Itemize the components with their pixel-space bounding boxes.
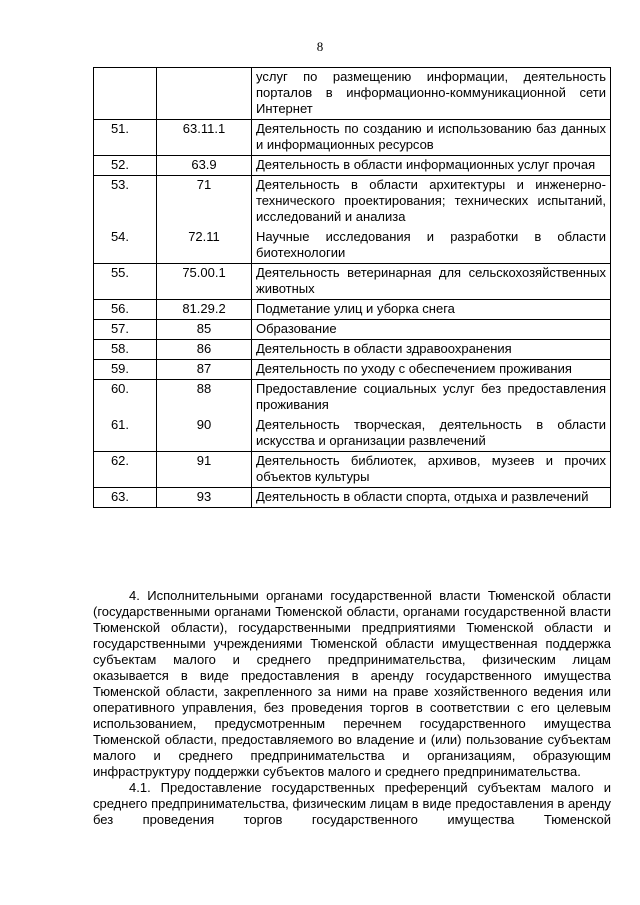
row-number: 53. (110, 177, 130, 192)
activity-description: услуг по размещению информации, деятельность порталов в информационно-коммуникационной сети Интернет (252, 68, 611, 120)
row-number: 52. (94, 156, 157, 176)
activity-code: 87 (157, 360, 252, 380)
row-number (94, 68, 157, 120)
row-number: 63. (94, 488, 157, 508)
activity-description: Деятельность по уходу с обеспечением проживания (252, 360, 611, 380)
activity-description: Научные исследования и разработки в области биотехнологии (256, 229, 606, 260)
document-body (93, 588, 611, 828)
page-number: 8 (316, 39, 324, 54)
activity-code: 90 (196, 417, 212, 432)
activity-code: 88 (196, 381, 212, 396)
table-row-group (94, 380, 611, 452)
table-row (94, 488, 611, 508)
activity-description: Деятельность в области информационных услуг прочая (252, 156, 611, 176)
row-number: 60. (110, 381, 130, 396)
activity-code: 71 (196, 177, 212, 192)
table-row (94, 360, 611, 380)
activity-code: 91 (157, 452, 252, 488)
activity-description: Подметание улиц и уборка снега (252, 300, 611, 320)
table-row (94, 156, 611, 176)
activity-code: 72.11 (188, 229, 220, 244)
activity-description: Деятельность в области спорта, отдыха и развлечений (252, 488, 611, 508)
row-number: 58. (94, 340, 157, 360)
table-row (94, 120, 611, 156)
activity-description: Образование (252, 320, 611, 340)
row-number: 56. (94, 300, 157, 320)
activity-description: Предоставление социальных услуг без предоставления проживания (256, 381, 606, 412)
activity-code: 63.9 (157, 156, 252, 176)
activity-code: 93 (157, 488, 252, 508)
row-number: 55. (94, 264, 157, 300)
activity-code: 75.00.1 (157, 264, 252, 300)
row-number: 51. (94, 120, 157, 156)
row-number: 61. (110, 417, 130, 432)
activity-code: 86 (157, 340, 252, 360)
activity-code (157, 68, 252, 120)
activity-code: 81.29.2 (157, 300, 252, 320)
activity-description: Деятельность по созданию и использованию баз данных и информационных ресурсов (252, 120, 611, 156)
activity-description: Деятельность в области архитектуры и инженерно-технического проектирования; технических испытаний, исследований и анализа (256, 177, 606, 224)
activity-description: Деятельность творческая, деятельность в области искусства и организации развлечений (256, 417, 606, 448)
row-number: 57. (94, 320, 157, 340)
table-row (94, 300, 611, 320)
activity-description: Деятельность в области здравоохранения (252, 340, 611, 360)
paragraph-4: 4. Исполнительными органами государственной власти Тюменской области (государственными органами Тюменской области, органами государственной власти Тюменской области), государственными предприятиями Тюменской области и государственными учреждениями Тюменской области имущественная поддержка субъектам малого и среднего предпринимательства, физическим лицам оказывается в виде предоставления в аренду государственного имущества Тюменской области, закрепленного за ними на праве хозяйственного ведения или оперативного управления, без проведения торгов в соответствии с его целевым использованием, предусмотренным перечнем государственного имущества Тюменской области, предоставляемого во владение и (или) пользование субъектам малого и среднего предпринимательства и организациям, образующим инфраструктуру поддержки субъектов малого и среднего предпринимательства. (93, 588, 611, 779)
activity-description: Деятельность ветеринарная для сельскохозяйственных животных (252, 264, 611, 300)
activity-code: 85 (157, 320, 252, 340)
row-number: 54. (110, 229, 130, 244)
table-row (94, 68, 611, 120)
row-number: 62. (94, 452, 157, 488)
activity-description: Деятельность библиотек, архивов, музеев и прочих объектов культуры (252, 452, 611, 488)
table-row (94, 340, 611, 360)
activity-code: 63.11.1 (157, 120, 252, 156)
table-row (94, 264, 611, 300)
okved-table (93, 67, 611, 508)
table-row (94, 320, 611, 340)
table-row-group (94, 176, 611, 264)
table-row (94, 452, 611, 488)
row-number: 59. (94, 360, 157, 380)
paragraph-4-1: 4.1. Предоставление государственных преференций субъектам малого и среднего предпринимательства, физическим лицам в виде предоставления в аренду без проведения торгов государственного имущества Тюменской (93, 780, 611, 827)
